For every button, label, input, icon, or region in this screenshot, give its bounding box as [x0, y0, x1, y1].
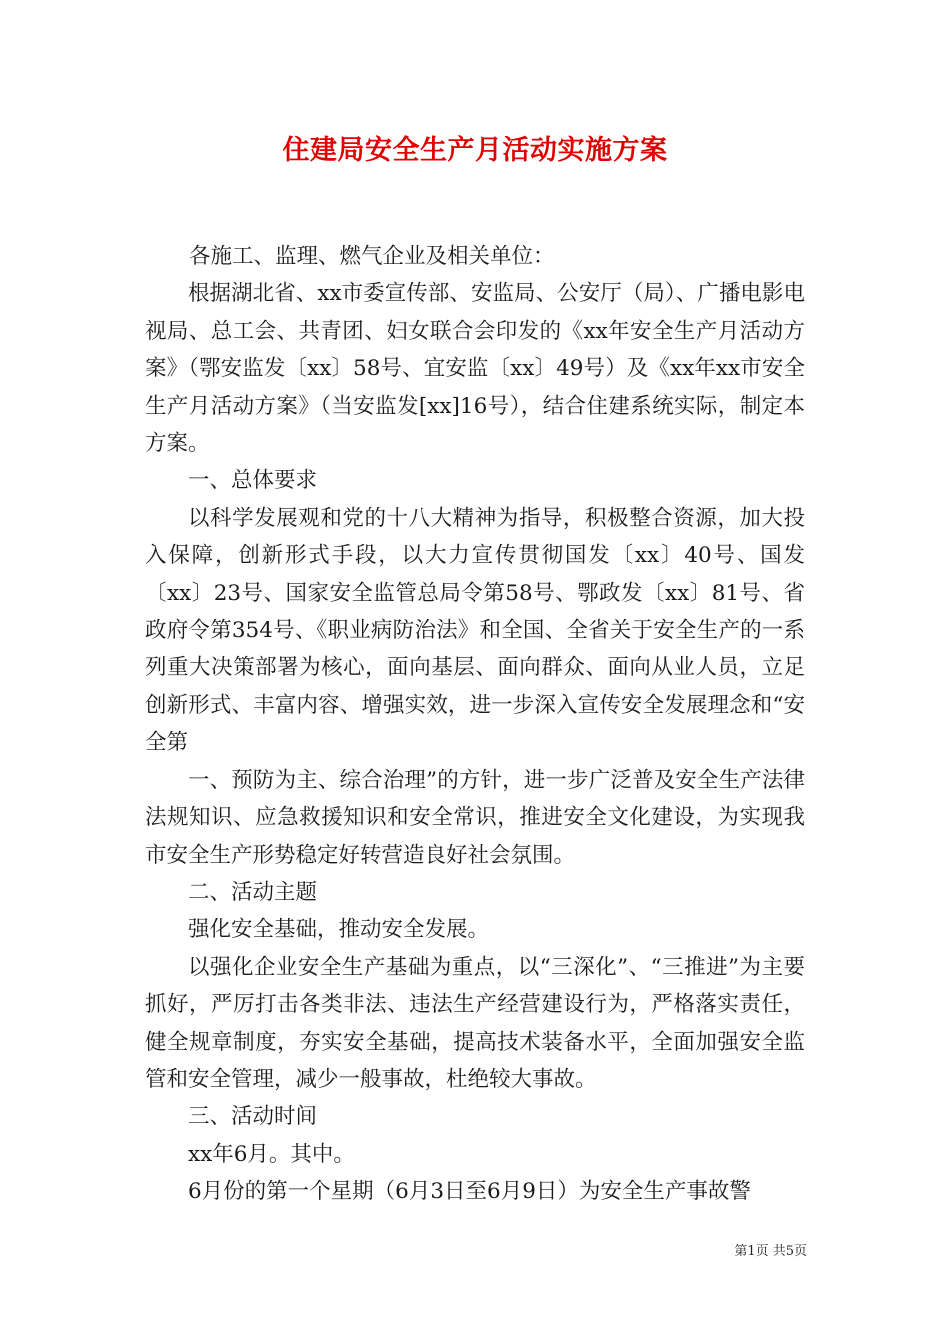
paragraph-requirements: 以科学发展观和党的十八大精神为指导，积极整合资源，加大投入保障，创新形式手段，以大力宣传贯彻国发〔xx〕40号、国发〔xx〕23号、国家安全监管总局令第58号、鄂政发〔xx〕81号、省政府令第354号、《职业病防治法》和全国、全省关于安全生产的一系列重大决策部署为核心，面向基层、面向群众、面向从业人员，立足创新形式、丰富内容、增强实效，进一步深入宣传安全发展理念和“安全第: [145, 505, 805, 756]
paragraph-week-one: 6月份的第一个星期（6月3日至6月9日）为安全生产事故警: [188, 1179, 751, 1205]
salutation: 各施工、监理、燃气企业及相关单位：: [189, 244, 555, 269]
paragraph-focus: 以强化企业安全生产基础为重点，以“三深化”、“三推进”为主要抓好，严厉打击各类非法、违法生产经营建设行为，严格落实责任，健全规章制度，夯实安全基础，提高技术装备水平，全面加强安全监管和安全管理，减少一般事故，杜绝较大事故。: [145, 954, 805, 1092]
section-heading-1: 一、总体要求: [188, 468, 318, 494]
paragraph-requirements-cont: 一、预防为主、综合治理”的方针，进一步广泛普及安全生产法律法规知识、应急救援知识和安全常识，推进安全文化建设，为实现我市安全生产形势稳定好转营造良好社会氛围。: [145, 767, 805, 868]
paragraph-theme: 强化安全基础，推动安全发展。: [188, 917, 490, 943]
document-title: 住建局安全生产月活动实施方案: [282, 135, 668, 166]
section-heading-2: 二、活动主题: [188, 879, 318, 905]
document-body: [145, 238, 805, 1211]
paragraph-intro: 根据湖北省、xx市委宣传部、安监局、公安厅（局）、广播电影电视局、总工会、共青团、妇女联合会印发的《xx年安全生产月活动方案》（鄂安监发〔xx〕58号、宜安监〔xx〕49号）及《xx年xx市安全生产月活动方案》（当安监发[xx]16号），结合住建系统实际，制定本方案。: [145, 281, 805, 457]
section-heading-3: 三、活动时间: [188, 1104, 318, 1130]
paragraph-time: xx年6月。其中。: [188, 1141, 355, 1167]
page-number: 第1页 共5页: [734, 1244, 807, 1259]
